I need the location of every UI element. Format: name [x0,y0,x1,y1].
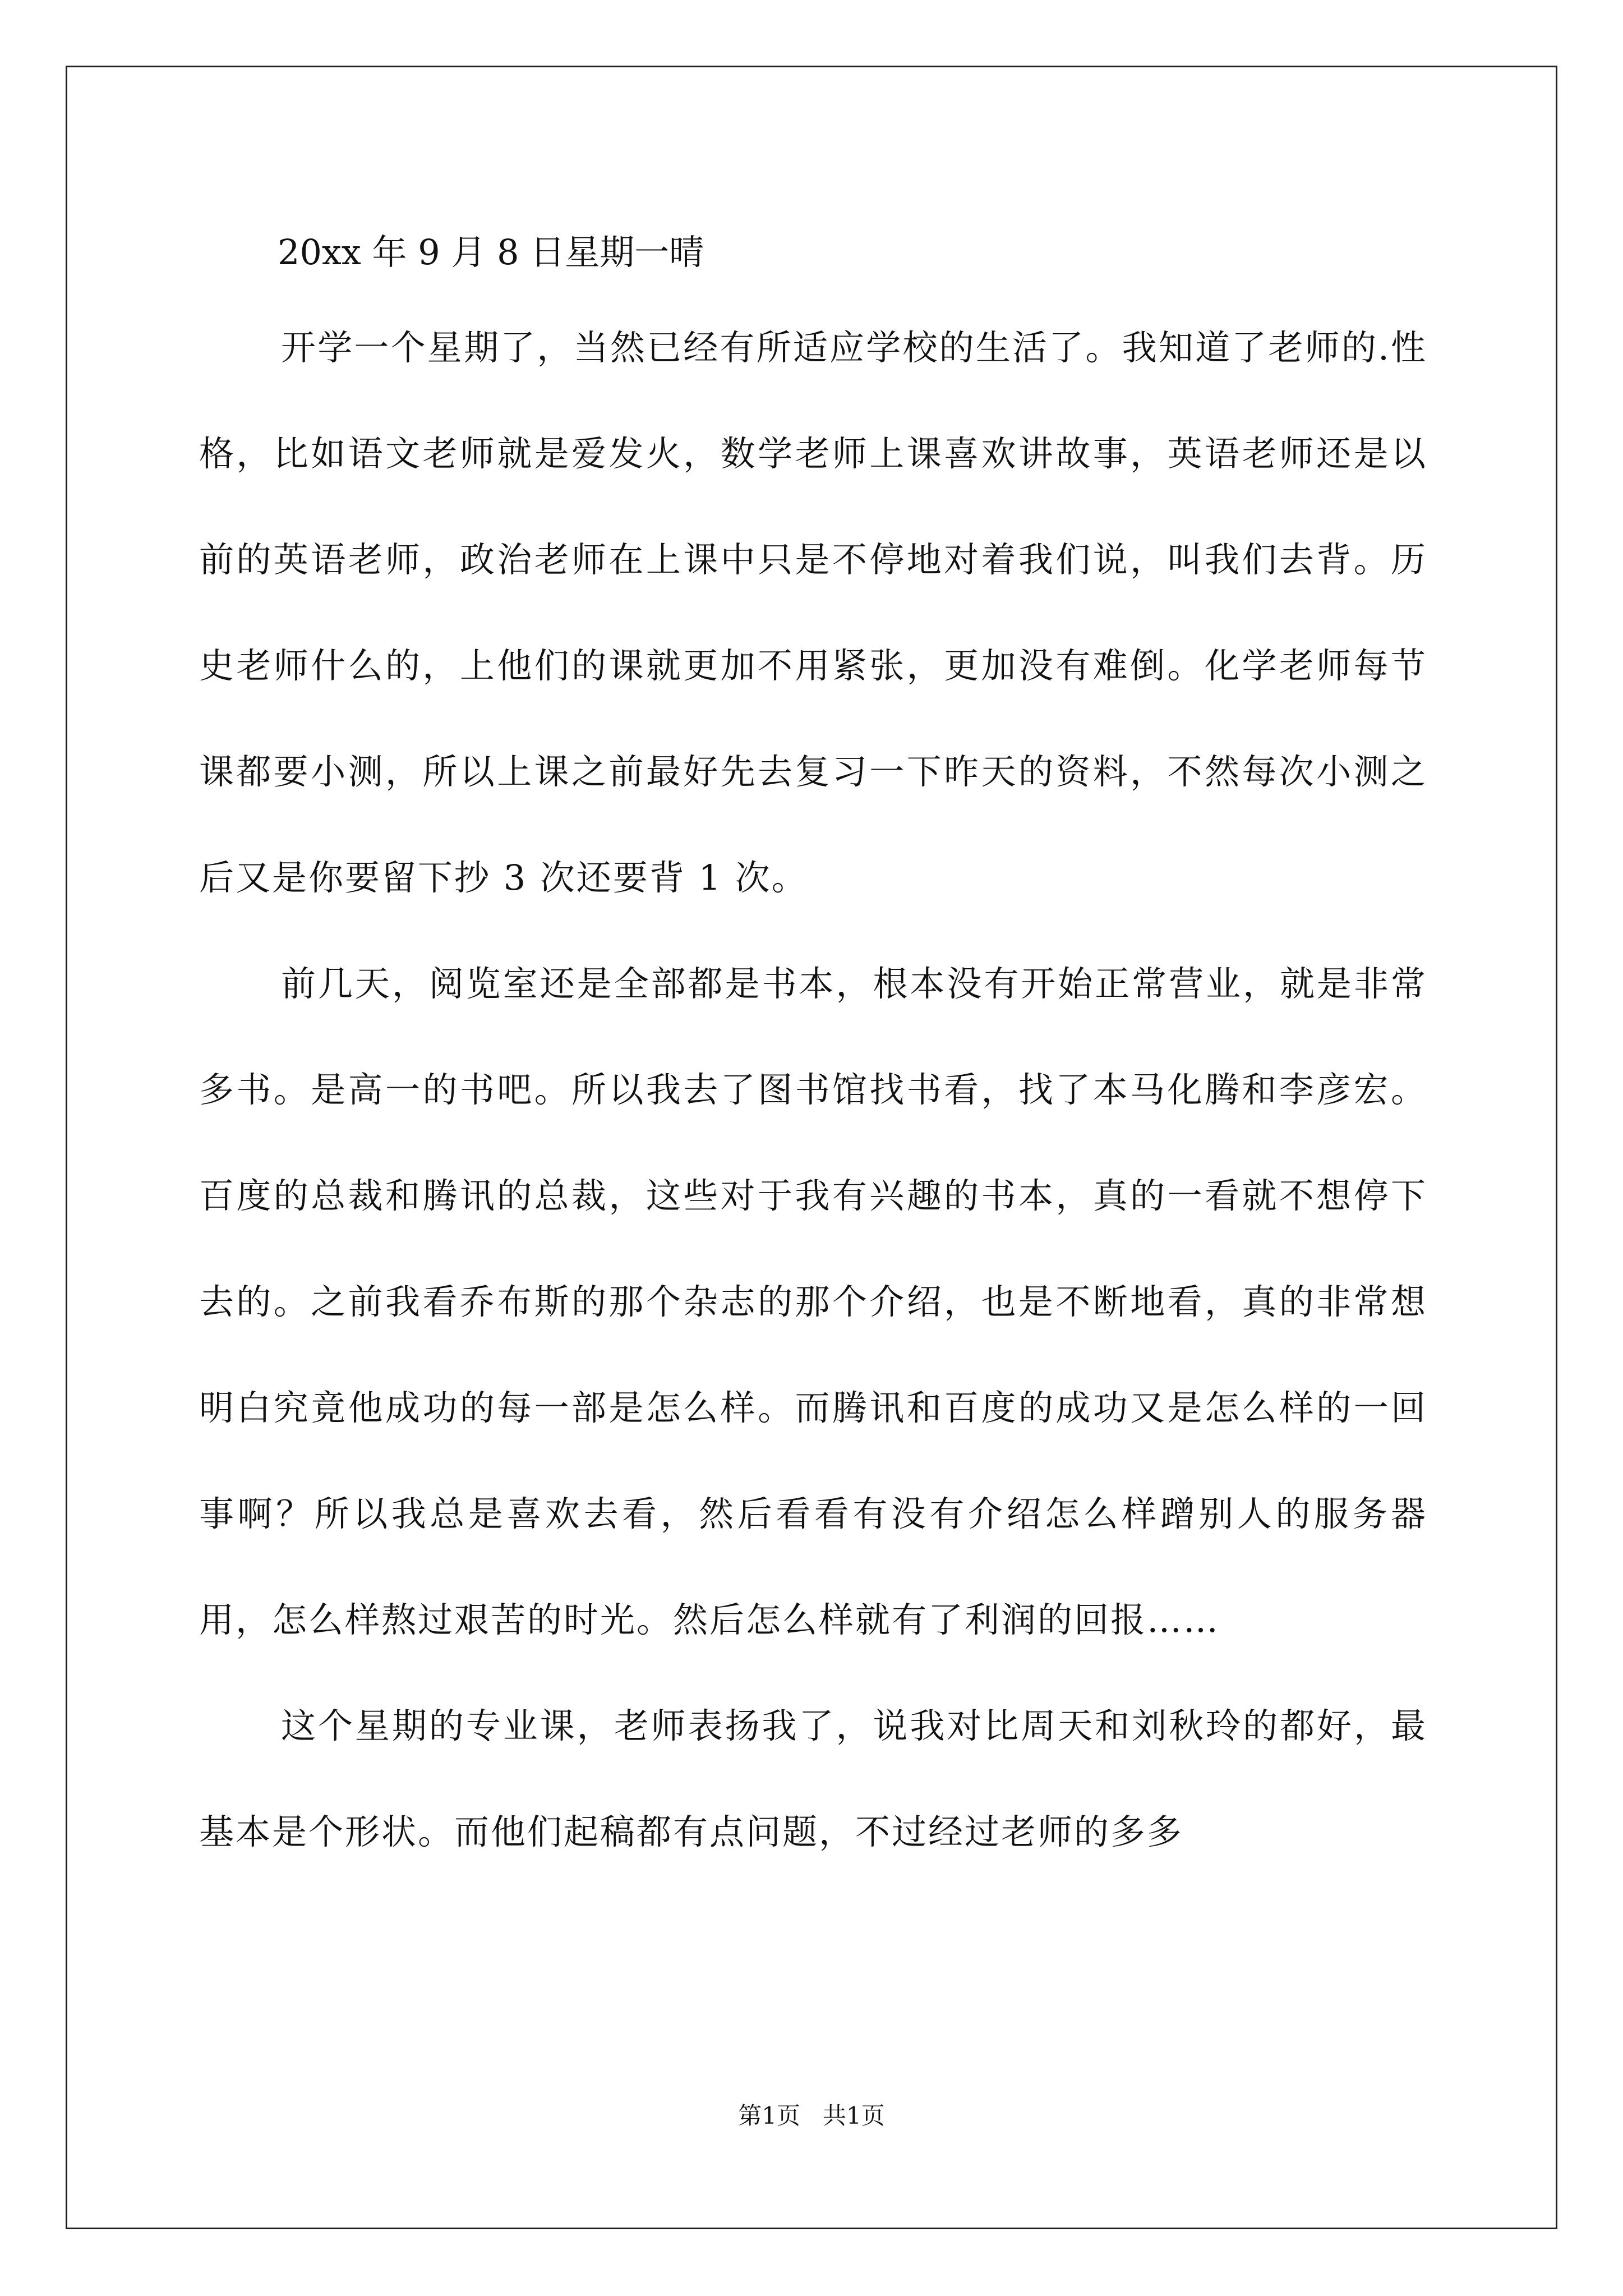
document-body [199,210,1427,1885]
diary-date-line: 20xx 年 9 月 8 日星期一晴 [278,232,704,273]
paragraph-teachers: 开学一个星期了，当然已经有所适应学校的生活了。我知道了老师的.性格，比如语文老师就是爱发火，数学老师上课喜欢讲故事，英语老师还是以前的英语老师，政治老师在上课中只是不停地对着我们说，叫我们去背。历史老师什么的，上他们的课就更加不用紧张，更加没有难倒。化学老师每节课都要小测，所以上课之前最好先去复习一下昨天的资料，不然每次小测之后又是你要留下抄 3 次还要背 1 次。 [199,327,1427,898]
paragraph-professional-class: 这个星期的专业课，老师表扬我了，说我对比周天和刘秋玲的都好，最基本是个形状。而他们起稿都有点问题，不过经过老师的多多 [199,1705,1427,1852]
page-footer: 第1页 共1页 [738,2102,885,2129]
paragraph-reading-room: 前几天，阅览室还是全部都是书本，根本没有开始正常营业，就是非常多书。是高一的书吧。所以我去了图书馆找书看，找了本马化腾和李彦宏。百度的总裁和腾讯的总裁，这些对于我有兴趣的书本，真的一看就不想停下去的。之前我看乔布斯的那个杂志的那个介绍，也是不断地看，真的非常想明白究竟他成功的每一部是怎么样。而腾讯和百度的成功又是怎么样的一回事啊？所以我总是喜欢去看，然后看看有没有介绍怎么样蹭别人的服务器用，怎么样熬过艰苦的时光。然后怎么样就有了利润的回报…… [199,963,1427,1640]
